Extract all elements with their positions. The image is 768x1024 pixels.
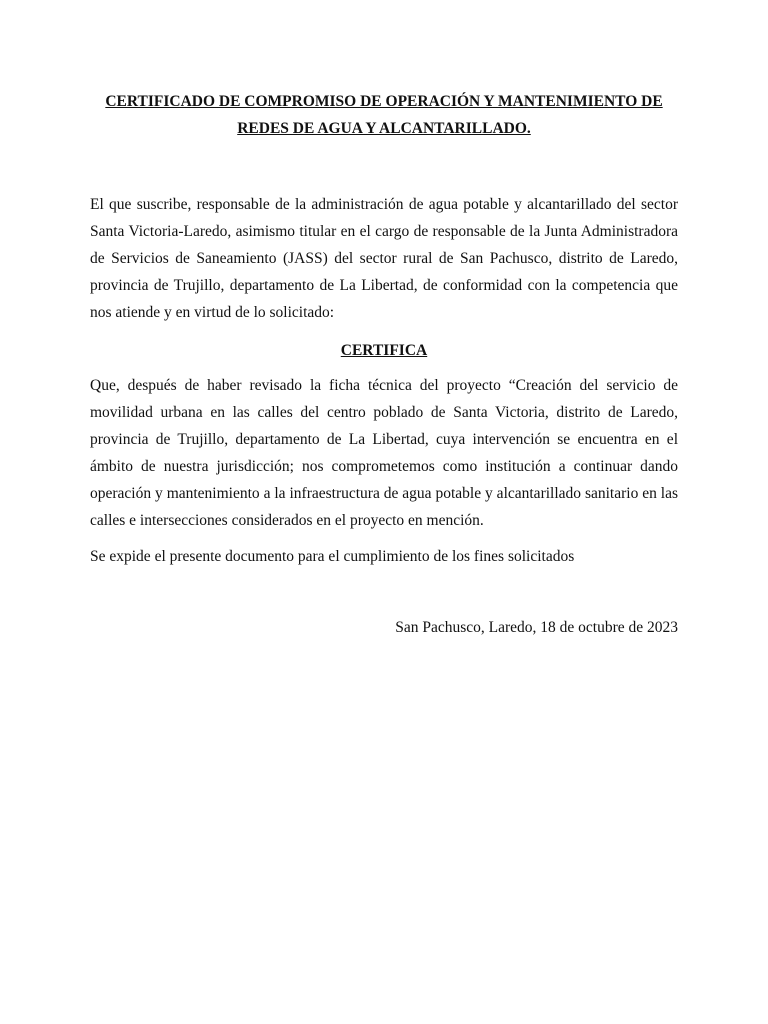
place-date: San Pachusco, Laredo, 18 de octubre de 2023 [395,619,678,636]
closing-paragraph: Se expide el presente documento para el cumplimiento de los fines solicitados [90,548,575,565]
document-page [90,88,678,641]
title-line-2: REDES DE AGUA Y ALCANTARILLADO. [237,120,531,137]
intro-paragraph: El que suscribe, responsable de la administración de agua potable y alcantarillado del sector Santa Victoria-Laredo, asimismo titular en el cargo de responsable de la Junta Administradora de Servicios de Saneamiento (JASS) del sector rural de San Pachusco, distrito de Laredo, provincia de Trujillo, departamento de La Libertad, de conformidad con la competencia que nos atiende y en virtud de lo solicitado: [90,196,678,321]
body-paragraph: Que, después de haber revisado la ficha técnica del proyecto “Creación del servicio de movilidad urbana en las calles del centro poblado de Santa Victoria, distrito de Laredo, provincia de Trujillo, departamento de La Libertad, cuya intervención se encuentra en el ámbito de nuestra jurisdicción; nos comprometemos como institución a continuar dando operación y mantenimiento a la infraestructura de agua potable y alcantarillado sanitario en las calles e intersecciones considerados en el proyecto en mención. [90,377,678,529]
document-title [90,88,678,142]
title-line-1: CERTIFICADO DE COMPROMISO DE OPERACIÓN Y MANTENIMIENTO DE [105,93,663,110]
section-heading: CERTIFICA [340,342,428,359]
